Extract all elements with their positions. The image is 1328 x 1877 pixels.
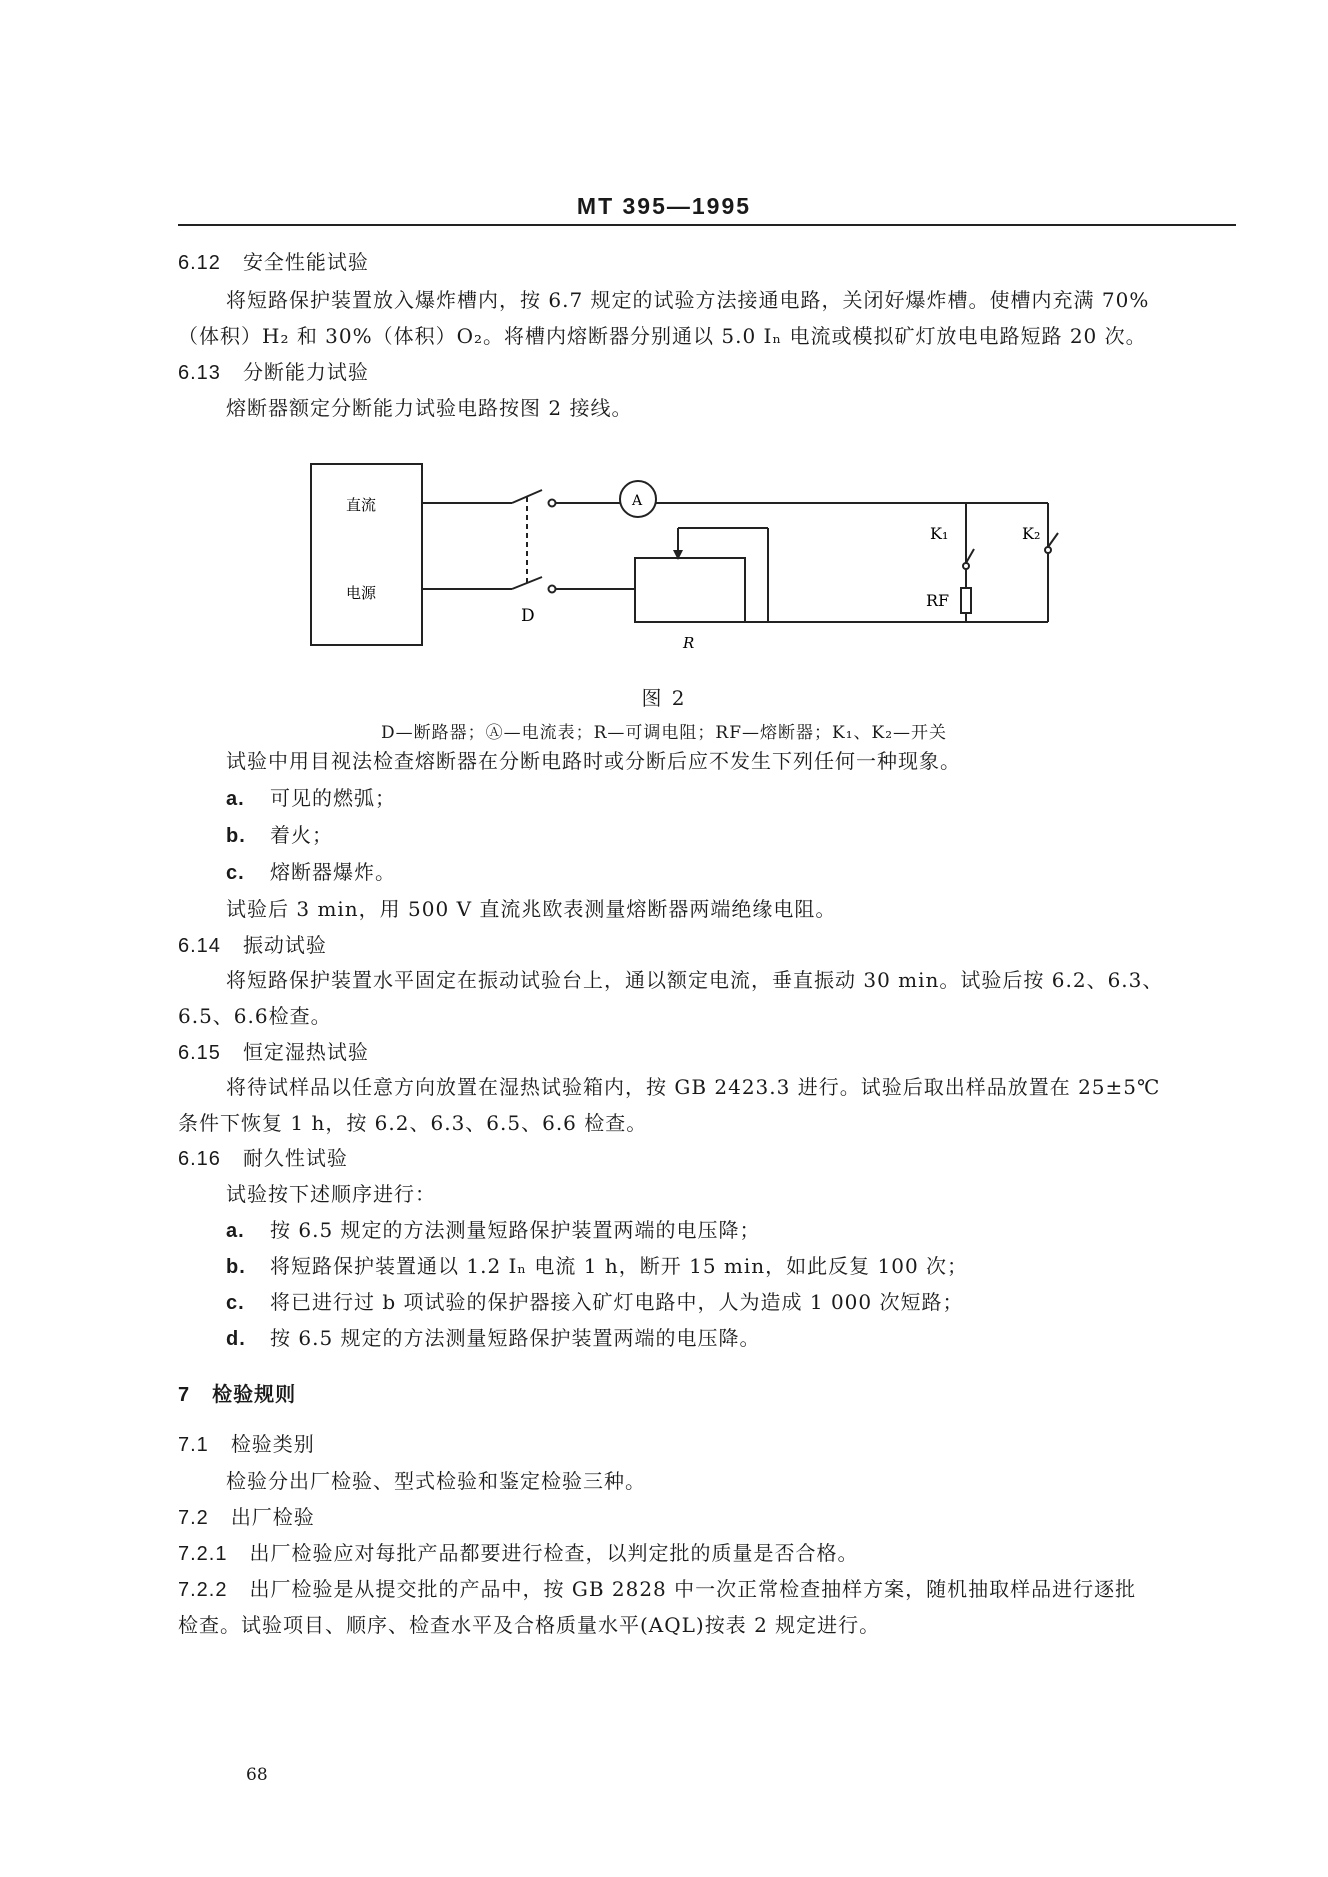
clause-text: 出厂检验是从提交批的产品中，按 GB 2828 中一次正常检查抽样方案，随机抽取样品进行逐批: [249, 1577, 1137, 1601]
breaker-contact-top: [512, 490, 542, 503]
paragraph: 将短路保护装置放入爆炸槽内，按 6.7 规定的试验方法接通电路，关闭好爆炸槽。使槽内充满 70%: [226, 288, 1150, 312]
label-k2: K₂: [1022, 524, 1041, 543]
label-dc: 直流: [346, 496, 377, 514]
breaker-terminal: [549, 586, 556, 593]
paragraph: 将待试样品以任意方向放置在湿热试验箱内，按 GB 2423.3 进行。试验后取出样品放置在 25±5℃: [226, 1075, 1161, 1099]
section-number: 7.1: [178, 1434, 209, 1456]
section-7-2-heading: [178, 1503, 315, 1532]
paragraph: 条件下恢复 1 h，按 6.2、6.3、6.5、6.6 检查。: [178, 1111, 648, 1135]
clause-7-2-2: [178, 1575, 1136, 1604]
list-item: [226, 858, 396, 887]
fuse-rf: [961, 588, 971, 613]
paragraph: 熔断器额定分断能力试验电路按图 2 接线。: [226, 396, 633, 420]
list-item: [226, 1288, 964, 1317]
switch-k2: [1048, 533, 1058, 547]
list-text: 将已进行过 b 项试验的保护器接入矿灯电路中，人为造成 1 000 次短路；: [270, 1290, 964, 1314]
section-title: 恒定湿热试验: [242, 1040, 369, 1064]
list-text: 按 6.5 规定的方法测量短路保护装置两端的电压降。: [270, 1326, 761, 1350]
paragraph: 检验分出厂检验、型式检验和鉴定检验三种。: [226, 1469, 646, 1493]
breaker-contact-bottom: [512, 577, 542, 589]
list-text: 熔断器爆炸。: [270, 860, 396, 884]
paragraph: （体积）H₂ 和 30%（体积）O₂。将槽内熔断器分别通以 5.0 Iₙ 电流或模拟矿灯放电电路短路 20 次。: [178, 324, 1147, 348]
paragraph: 6.5、6.6检查。: [178, 1004, 332, 1028]
section-title: 耐久性试验: [242, 1146, 348, 1170]
section-number: 7.2: [178, 1507, 209, 1529]
chapter-title: 检验规则: [212, 1382, 297, 1406]
section-6-16-heading: [178, 1144, 348, 1173]
switch-terminal: [1045, 547, 1051, 553]
list-label: a.: [226, 788, 245, 810]
list-label: b.: [226, 1256, 246, 1278]
label-r: R: [683, 634, 695, 652]
ammeter-circle: [620, 481, 656, 517]
section-title: 分断能力试验: [242, 360, 369, 384]
clause-number: 7.2.2: [178, 1579, 228, 1601]
paragraph: 试验按下述顺序进行：: [226, 1182, 436, 1206]
label-power: 电源: [346, 584, 377, 602]
section-number: 6.15: [178, 1042, 221, 1064]
header-rule: [178, 224, 1236, 226]
list-item: [226, 1324, 761, 1353]
label-rf: RF: [926, 591, 950, 610]
list-label: d.: [226, 1328, 246, 1350]
paragraph: 试验后 3 min，用 500 V 直流兆欧表测量熔断器两端绝缘电阻。: [226, 897, 837, 921]
label-d: D: [521, 606, 535, 626]
power-source-box: [311, 464, 422, 645]
figure-caption: 图 2: [641, 686, 687, 710]
section-title: 出厂检验: [230, 1505, 315, 1529]
list-label: c.: [226, 862, 245, 884]
list-label: b.: [226, 825, 246, 847]
breaker-terminal: [549, 500, 556, 507]
section-6-13-heading: [178, 358, 369, 387]
section-7-1-heading: [178, 1430, 315, 1459]
section-number: 6.12: [178, 252, 221, 274]
section-6-12-heading: [178, 248, 369, 277]
page-number: 68: [246, 1765, 268, 1785]
clause-7-2-1: [178, 1539, 858, 1568]
clause-number: 7.2.1: [178, 1543, 228, 1565]
section-number: 6.14: [178, 935, 221, 957]
section-6-15-heading: [178, 1038, 369, 1067]
list-text: 着火；: [270, 823, 333, 847]
paragraph: 检查。试验项目、顺序、检查水平及合格质量水平(AQL)按表 2 规定进行。: [178, 1613, 881, 1637]
section-title: 安全性能试验: [242, 250, 369, 274]
section-title: 振动试验: [242, 933, 327, 957]
chapter-number: 7: [178, 1384, 191, 1406]
label-k1: K₁: [930, 524, 949, 543]
list-item: [226, 821, 333, 850]
paragraph: 试验中用目视法检查熔断器在分断电路时或分断后应不发生下列任何一种现象。: [226, 749, 961, 773]
clause-text: 出厂检验应对每批产品都要进行检查，以判定批的质量是否合格。: [249, 1541, 859, 1565]
section-number: 6.16: [178, 1148, 221, 1170]
chapter-7-heading: [178, 1380, 296, 1409]
list-text: 将短路保护装置通以 1.2 Iₙ 电流 1 h，断开 15 min，如此反复 100 次；: [270, 1254, 969, 1278]
section-number: 6.13: [178, 362, 221, 384]
list-item: [226, 1216, 761, 1245]
list-item: [226, 784, 396, 813]
list-text: 可见的燃弧；: [270, 786, 396, 810]
list-text: 按 6.5 规定的方法测量短路保护装置两端的电压降；: [270, 1218, 761, 1242]
switch-k1: [966, 549, 974, 563]
figure-legend: D—断路器；Ⓐ—电流表；R—可调电阻；RF—熔断器；K₁、K₂—开关: [380, 723, 948, 743]
standard-header: MT 395—1995: [576, 193, 752, 219]
switch-terminal: [963, 563, 969, 569]
section-title: 检验类别: [230, 1432, 315, 1456]
wiper-arrow: [673, 550, 683, 560]
list-label: a.: [226, 1220, 245, 1242]
list-item: [226, 1252, 968, 1281]
list-label: c.: [226, 1292, 245, 1314]
section-6-14-heading: [178, 931, 327, 960]
paragraph: 将短路保护装置水平固定在振动试验台上，通以额定电流，垂直振动 30 min。试验后按 6.2、6.3、: [226, 968, 1164, 992]
label-a: A: [632, 493, 643, 509]
resistor-box: [635, 558, 745, 622]
